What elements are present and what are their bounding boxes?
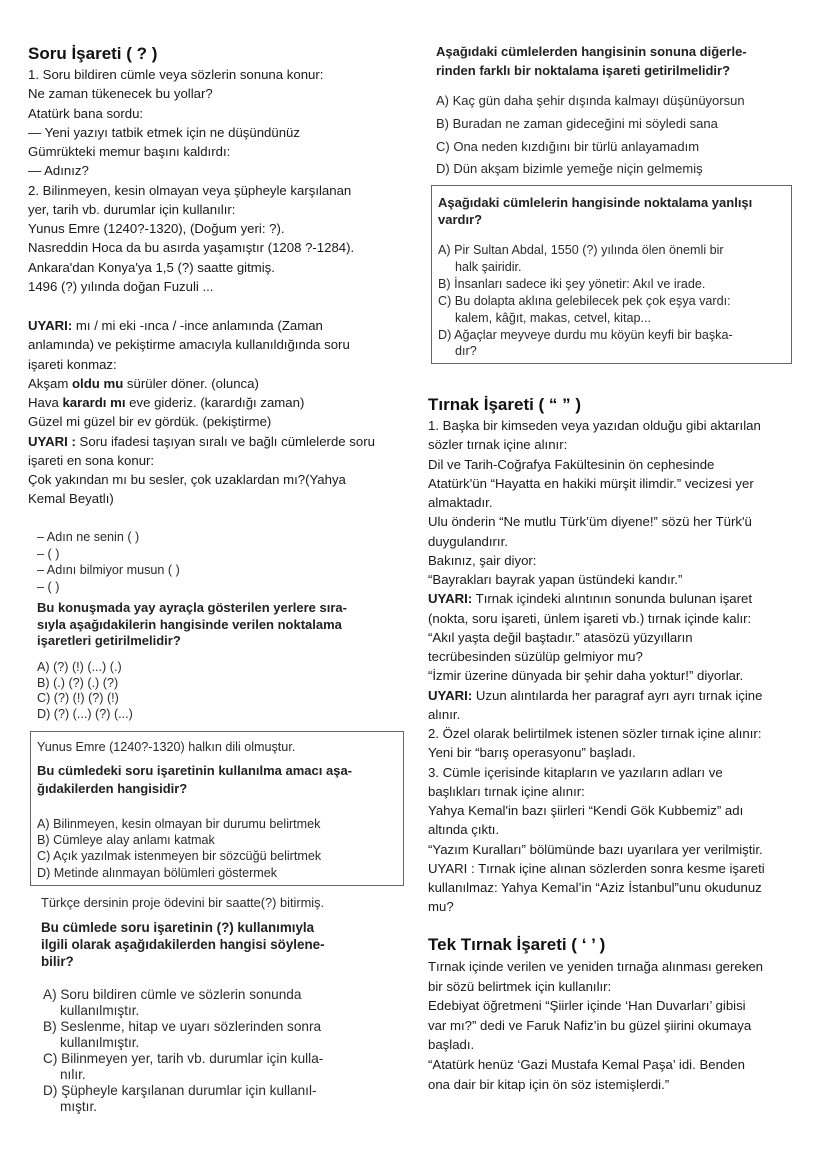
answer-option: kullanılmıştır. (60, 1035, 140, 1050)
text-line (428, 820, 765, 839)
text-segment: eve gideriz. (karardığı zaman) (125, 395, 305, 410)
text-segment: Yahya Kemal'in bazı şiirleri “Kendi Gök Kubbemiz” adı (428, 803, 744, 818)
text-line: 1496 (?) yılında doğan Fuzuli ... (28, 278, 214, 294)
text-line (428, 435, 765, 454)
question-line: vardır? (438, 212, 483, 227)
answer-option: halk şairidir. (455, 259, 522, 274)
text-segment: Dil ve Tarih-Coğrafya Fakültesinin ön cephesinde (428, 456, 715, 472)
text-segment: başladı. (428, 1037, 475, 1053)
answer-option: C) Ona neden kızdığını bir türlü anlayamadım (436, 138, 700, 154)
bold-text: karardı mı (62, 395, 126, 410)
q2-question (37, 762, 352, 798)
text-line (28, 355, 375, 374)
text-line (428, 763, 765, 782)
answer-option: D) Şüpheyle karşılanan durumlar için kullanıl- (43, 1083, 317, 1098)
text-line (428, 782, 765, 801)
text-line (428, 977, 763, 997)
text-line (28, 470, 375, 489)
text-line (428, 609, 765, 628)
question-line: ilgili olarak aşağıdakilerden hangisi söylene- (41, 936, 325, 952)
text-segment: 1. Başka bir kimseden veya yazıdan olduğu gibi aktarılan (428, 418, 761, 433)
text-line (428, 801, 765, 820)
text-line (428, 743, 765, 762)
text-segment: Ulu önderin “Ne mutlu Türk’üm diyene!” sözü her Türk'ü (428, 514, 752, 530)
text-line (428, 724, 765, 743)
question-line: Aşağıdaki cümlelerden hangisinin sonuna diğerle- (436, 44, 747, 59)
text-segment: Hava (28, 395, 63, 410)
text-segment: altında çıktı. (428, 822, 500, 838)
text-segment: Uzun alıntılarda her paragraf ayrı ayrı tırnak içine (472, 687, 763, 703)
text-line (28, 374, 375, 393)
text-segment: başlıkları tırnak içine alınır: (428, 783, 585, 799)
text-line (428, 493, 765, 512)
section-title-question-mark: Soru İşareti ( ? ) (28, 44, 158, 63)
text-line (428, 666, 765, 685)
text-line (428, 686, 765, 705)
text-line: 2. Bilinmeyen, kesin olmayan veya şüpheyle karşılanan (28, 182, 352, 198)
text-line: yer, tarih vb. durumlar için kullanılır: (28, 201, 236, 217)
question-mark-warnings (28, 316, 375, 509)
text-line: Nasreddin Hoca da bu asırda yaşamıştır (1208 ?-1284). (28, 240, 355, 256)
text-segment: Akşam (28, 375, 72, 391)
text-segment: mu? (428, 899, 454, 915)
text-line (428, 996, 763, 1016)
text-segment: ona dair bir kitap için ön söz istemişlerdi.” (428, 1076, 670, 1092)
text-line (428, 1016, 763, 1036)
q1-dialogue (37, 529, 180, 595)
question-line: Bu cümlede soru işaretinin (?) kullanımıyla (41, 920, 315, 935)
q3-question (41, 920, 325, 970)
text-segment: “Akıl yaşta değil baştadır.” atasözü yüzyılların (428, 629, 693, 645)
answer-option: C) (?) (!) (?) (!) (37, 691, 119, 705)
question-line: rinden farklı bir noktalama işareti getirilmelidir? (436, 63, 731, 78)
text-line (428, 532, 765, 551)
text-line: Gümrükteki memur başını kaldırdı: (28, 144, 231, 159)
answer-option: kalem, kâğıt, makas, cetvel, kitap... (455, 310, 651, 325)
text-segment: Güzel mi güzel bir ev gördük. (pekiştirme) (28, 414, 272, 430)
quotation-mark-rules (428, 416, 765, 917)
text-line (28, 451, 375, 470)
question-mark-rules (28, 65, 354, 296)
text-line (428, 859, 765, 878)
section-title-quotation-marks: Tırnak İşareti ( “ ” ) (428, 395, 582, 414)
text-segment: var mı?” dedi ve Faruk Nafiz’in bu güzel şiirini okumaya (428, 1017, 752, 1033)
answer-option: B) Buradan ne zaman gideceğini mi söyledi sana (436, 115, 718, 131)
question-line: Bu cümledeki soru işaretinin kullanılma amacı aşa- (37, 763, 353, 778)
question-line: ğıdakilerden hangisidir? (37, 781, 188, 796)
text-line (428, 416, 765, 435)
text-segment: sürüler döner. (olunca) (123, 375, 259, 391)
text-line (428, 1055, 763, 1075)
text-line (428, 1035, 763, 1055)
text-line (28, 335, 375, 354)
text-line (428, 878, 765, 897)
q2-options (37, 816, 321, 881)
text-segment: “Yazım Kuralları” bölümünde bazı uyarılara yer verilmiştir. (428, 841, 763, 857)
text-segment: alınır. (428, 706, 461, 722)
section-title-single-quotation-marks: Tek Tırnak İşareti ( ‘ ’ ) (428, 935, 606, 954)
answer-option: mıştır. (60, 1099, 98, 1114)
q5-question (438, 194, 752, 228)
text-line (428, 589, 765, 608)
text-segment: 3. Cümle içerisinde kitapların ve yazıların adları ve (428, 764, 723, 780)
text-line: — Adınız? (28, 163, 89, 179)
text-segment: işareti konmaz: (28, 356, 117, 372)
text-segment: 2. Özel olarak belirtilmek istenen sözler tırnak içine alınır: (428, 726, 762, 741)
question-line: Aşağıdaki cümlelerin hangisinde noktalama yanlışı (438, 195, 753, 210)
q3-stem: Türkçe dersinin proje ödevini bir saatte(?) bitirmiş. (41, 895, 325, 910)
text-line: 1. Soru bildiren cümle veya sözlerin sonuna konur: (28, 67, 324, 82)
dialogue-line: – Adın ne senin ( ) (37, 530, 140, 544)
dialogue-line: – ( ) (37, 579, 60, 594)
answer-option: D) Dün akşam bizimle yemeğe niçin gelmemiş (436, 161, 703, 177)
text-segment: (nokta, soru işareti, ünlem işareti vb.) tırnak içinde kalır: (428, 610, 752, 626)
text-line (28, 393, 375, 412)
text-line: Yunus Emre (1240?-1320), (Doğum yeri: ?). (28, 221, 285, 236)
text-segment: Tırnak içinde verilen ve yeniden tırnağa alınması gereken (428, 959, 763, 974)
question-line: işaretleri getirilmelidir? (37, 633, 181, 648)
q4-question (436, 42, 747, 80)
single-quotation-mark-rules (428, 957, 763, 1094)
answer-option: nılır. (60, 1067, 86, 1082)
answer-option: B) Seslenme, hitap ve uyarı sözlerinden sonra (43, 1019, 322, 1034)
text-line: Ankara'dan Konya'ya 1,5 (?) saatte gitmiş. (28, 259, 275, 275)
text-segment: UYARI : Tırnak içine alınan sözlerden sonra kesme işareti (428, 860, 765, 876)
answer-option: D) Metinde alınmayan bölümleri göstermek (37, 865, 278, 880)
text-line (28, 432, 375, 451)
answer-option: B) İnsanları sadece iki şey yönetir: Akıl ve irade. (438, 276, 706, 291)
text-segment: “Atatürk henüz ‘Gazi Mustafa Kemal Paşa’ idi. Benden (428, 1056, 745, 1072)
answer-option: A) Bilinmeyen, kesin olmayan bir durumu belirtmek (37, 817, 321, 831)
text-segment: Tırnak içindeki alıntının sonunda bulunan işaret (472, 591, 753, 607)
text-line (428, 957, 763, 977)
q1-options (37, 660, 133, 722)
text-line (428, 628, 765, 647)
text-line (428, 647, 765, 666)
text-segment: kullanılmaz: Yahya Kemal’in “Aziz İstanbul”unu okudunuz (428, 880, 762, 895)
answer-option: C) Bu dolapta aklına gelebilecek pek çok eşya vardı: (438, 293, 731, 308)
answer-option: B) Cümleye alay anlamı katmak (37, 833, 215, 848)
answer-option: A) (?) (!) (...) (.) (37, 660, 122, 674)
text-segment: mı / mi eki -ınca / -ince anlamında (Zaman (72, 318, 323, 333)
text-line (28, 316, 375, 335)
text-segment: Kemal Beyatlı) (28, 491, 114, 507)
text-line: Atatürk bana sordu: (28, 105, 144, 121)
dialogue-line: – Adını bilmiyor musun ( ) (37, 563, 180, 577)
question-line: sıyla aşağıdakilerin hangisinde verilen noktalama (37, 616, 342, 632)
text-segment: sözler tırnak içine alınır: (428, 437, 568, 453)
question-line: bilir? (41, 953, 74, 969)
text-segment: Soru ifadesi taşıyan sıralı ve bağlı cümlelerde soru (75, 433, 375, 449)
text-line (428, 551, 765, 570)
bold-text: UYARI: (28, 318, 73, 333)
q3-options (43, 987, 323, 1115)
bold-text: UYARI : (28, 433, 76, 449)
text-line (428, 474, 765, 493)
text-line (428, 570, 765, 589)
text-segment: duygulandırır. (428, 533, 508, 549)
text-segment: işareti en sona konur: (28, 452, 155, 468)
answer-option: C) Bilinmeyen yer, tarih vb. durumlar için kulla- (43, 1051, 324, 1066)
question-line: Bu konuşmada yay ayraçla gösterilen yerlere sıra- (37, 600, 347, 615)
answer-option: A) Kaç gün daha şehir dışında kalmayı düşünüyorsun (436, 93, 745, 108)
text-line (428, 455, 765, 474)
text-segment: Çok yakından mı bu sesler, çok uzaklardan mı?(Yahya (28, 472, 346, 487)
answer-option: C) Açık yazılmak istenmeyen bir sözcüğü belirtmek (37, 849, 322, 864)
q1-question (37, 600, 347, 650)
dialogue-line: – ( ) (37, 546, 60, 561)
text-line (28, 489, 375, 508)
text-line (428, 1075, 763, 1095)
text-segment: anlamında) ve pekiştirme amacıyla kullanıldığında soru (28, 337, 350, 353)
text-segment: “İzmir üzerine dünyada bir şehir daha yoktur!” diyorlar. (428, 668, 744, 684)
text-line (28, 412, 375, 431)
bold-text: UYARI: (428, 591, 473, 607)
text-line: — Yeni yazıyı tatbik etmek için ne düşündünüz (28, 124, 300, 140)
answer-option: D) (?) (...) (?) (...) (37, 706, 133, 721)
answer-option: D) Ağaçlar meyveye durdu mu köyün keyfi bir başka- (438, 327, 733, 342)
q4-options (436, 90, 745, 181)
bold-text: oldu mu (71, 375, 124, 391)
answer-option: kullanılmıştır. (60, 1003, 140, 1018)
text-segment: bir sözü belirtmek için kullanılır: (428, 978, 612, 994)
text-segment: tecrübesinden süzülüp gelmiyor mu? (428, 649, 643, 664)
text-segment: Yeni bir “barış operasyonu” başladı. (428, 745, 636, 761)
text-line (428, 840, 765, 859)
answer-option: A) Soru bildiren cümle ve sözlerin sonunda (43, 987, 302, 1002)
text-line (428, 897, 765, 916)
answer-option: dır? (455, 344, 477, 359)
text-segment: Atatürk'ün “Hayatta en hakiki mürşit ilimdir.” vecizesi yer (428, 475, 754, 491)
text-segment: Edebiyat öğretmeni “Şiirler içinde ‘Han Duvarları’ gibisi (428, 998, 746, 1014)
text-line (428, 512, 765, 531)
answer-option: A) Pir Sultan Abdal, 1550 (?) yılında ölen önemli bir (438, 243, 724, 257)
answer-option: B) (.) (?) (.) (?) (37, 675, 119, 690)
q5-options (438, 242, 733, 360)
text-line: Ne zaman tükenecek bu yollar? (28, 86, 213, 102)
text-line (428, 705, 765, 724)
q2-stem: Yunus Emre (1240?-1320) halkın dili olmuştur. (37, 740, 296, 754)
text-segment: Bakınız, şair diyor: (428, 552, 537, 568)
text-segment: almaktadır. (428, 495, 493, 510)
text-segment: “Bayrakları bayrak yapan üstündeki kandır.” (428, 572, 683, 587)
bold-text: UYARI: (428, 687, 473, 703)
